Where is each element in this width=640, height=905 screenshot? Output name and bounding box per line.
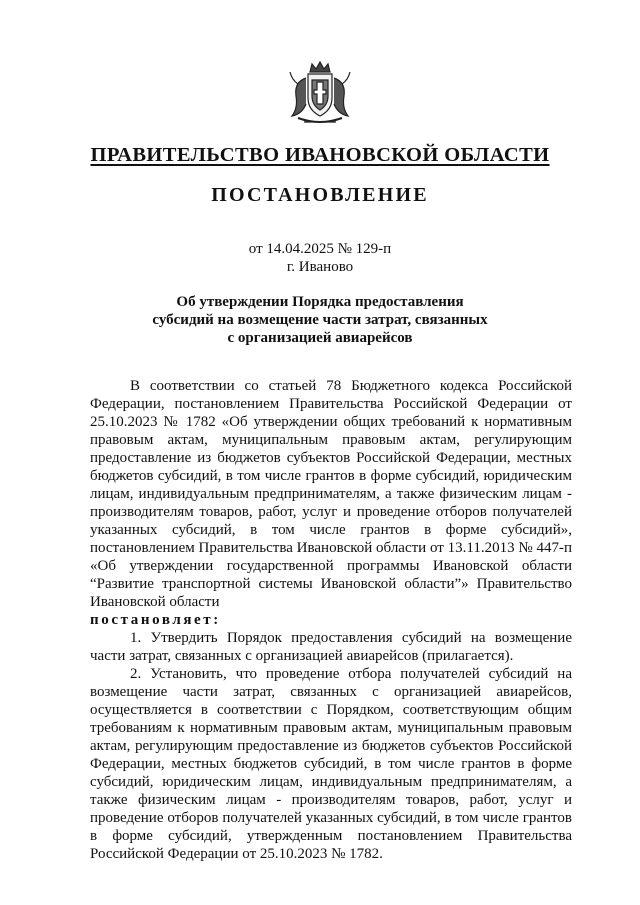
- document-body: [90, 377, 572, 863]
- document-meta: [60, 240, 580, 276]
- document-subject: [90, 293, 550, 347]
- document-date-number: от 14.04.2025 № 129-п: [248, 241, 392, 257]
- government-title: ПРАВИТЕЛЬСТВО ИВАНОВСКОЙ ОБЛАСТИ: [90, 144, 550, 166]
- clause-2-paragraph: 2. Установить, что проведение отбора получателей субсидий на возмещение части затрат, связанных с организацией авиарейсов, осуществляется в соответствии с Порядком, соответствующим общим требованиям к нормативным правовым актам, муниципальным правовым актам, регулирующим предоставление из бюджетов субъектов Российской Федерации, местных бюджетов субсидий, в том числе грантов в форме субсидий, юридическим лицам, индивидуальным предпринимателям, а также физическим лицам - производителям товаров, работ, услуг и проведение отборов получателей указанных субсидий, в том числе грантов в форме субсидий, утвержденным постановлением Правительства Российской Федерации от 25.10.2023 № 1782.: [90, 666, 572, 862]
- resolves-word: постановляет:: [90, 612, 221, 628]
- subject-line-3: с организацией авиарейсов: [227, 330, 413, 346]
- subject-line-1: Об утверждении Порядка предоставления: [176, 294, 464, 310]
- clause-1-paragraph: 1. Утвердить Порядок предоставления субсидий на возмещение части затрат, связанных с организацией авиарейсов (прилагается).: [90, 630, 572, 664]
- subject-line-2: субсидий на возмещение части затрат, связанных: [152, 312, 488, 328]
- ivanovo-coat-of-arms-icon: [286, 60, 354, 128]
- document-type-title: ПОСТАНОВЛЕНИЕ: [211, 184, 429, 206]
- document-city: г. Иваново: [286, 259, 354, 275]
- preamble-paragraph: В соответствии со статьей 78 Бюджетного кодекса Российской Федерации, постановлением Правительства Российской Федерации от 25.10.2023 № 1782 «Об утверждении общих требований к нормативным правовым актам, муниципальным правовым актам, регулирующим предоставление из бюджетов субъектов Российской Федерации, местных бюджетов субсидий, в том числе грантов в форме субсидий, юридическим лицам, индивидуальным предпринимателям, а также физическим лицам - производителям товаров, работ, услуг и проведение отборов получателей указанных субсидий, в том числе грантов в форме субсидий», постановлением Правительства Ивановской области от 13.11.2013 № 447-п «Об утверждении государственной программы Ивановской области “Развитие транспортной системы Ивановской области”» Правительство Ивановской области: [90, 378, 572, 610]
